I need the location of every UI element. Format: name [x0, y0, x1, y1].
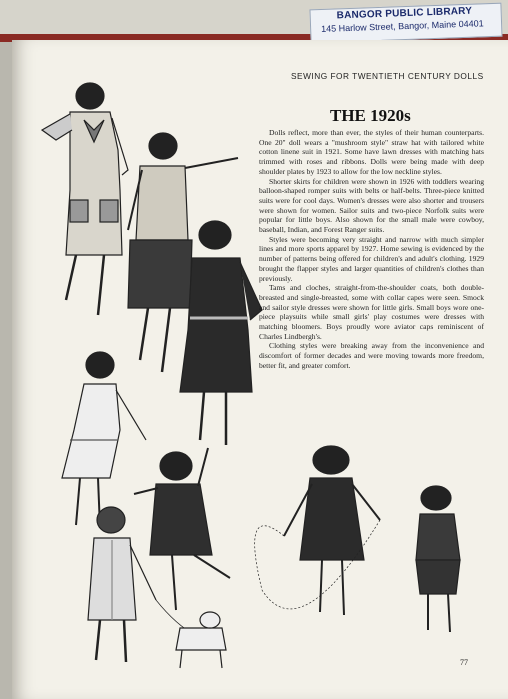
- figure-girl-white-dress: [62, 352, 146, 528]
- paragraph: Clothing styles were breaking away from the inconvenience and discomfort of former decades and were moving towards more freedom, better fit, and greater comfort.: [259, 341, 484, 370]
- paragraph: Dolls reflect, more than ever, the styles of their human counterparts. One 20" doll wears a "mushroom style" straw hat with tailored white cotton linene suit in 1921. Some have lawn dresses with matching hats trimmed with roses and ribbons. Dolls were being made with deep shoulder plates by 1923 to allow for the low neckline styles.: [259, 128, 484, 176]
- figure-boy-playsuit: [416, 486, 460, 632]
- figure-girl-plaid-dress: [42, 83, 128, 315]
- figure-dog: [176, 612, 226, 668]
- library-name: BANGOR PUBLIC LIBRARY: [336, 5, 473, 22]
- page-number: 77: [460, 658, 468, 667]
- running-head: SEWING FOR TWENTIETH CENTURY DOLLS: [291, 71, 484, 81]
- paragraph: Shorter skirts for children were shown in 1926 with toddlers wearing balloon-shaped romper suits with belts or half-belts. Three-piece knitted suits were for cool days. Women's dresses were also shorter and trousers were shown for women. Sailor suits and two-piece Norfolk suits were popular for little boys. Also shown for the small male were cowboy, baseball, Indian, and Forest Ranger suits.: [259, 176, 484, 235]
- figure-girl-dark-dress: [180, 221, 262, 445]
- body-text: [259, 128, 484, 371]
- library-address: 145 Harlow Street, Bangor, Maine 04401: [320, 18, 484, 34]
- paragraph: Styles were becoming very straight and narrow with much simpler lines and more sports apparel by 1927. Home sewing is evidenced by the number of patterns being offered for children's and adult's clothing. 1929 brought the flapper styles and larger quantities of children's clothes than previously.: [259, 234, 484, 283]
- paragraph: Tams and cloches, straight-from-the-shoulder coats, both double-breasted and single-breasted, some with collar capes were seen. Smock and sailor style dresses were shown for little girls. Small boys wore one-piece playsuits while small girls' play costumes were dresses with matching bloomers. Boys proudly wore aviator caps reminiscent of Charles Lindbergh's.: [259, 283, 484, 341]
- figure-girl-jump-rope: [255, 446, 380, 615]
- figure-girl-dark-coat: [134, 448, 230, 610]
- page-title: THE 1920s: [330, 106, 411, 125]
